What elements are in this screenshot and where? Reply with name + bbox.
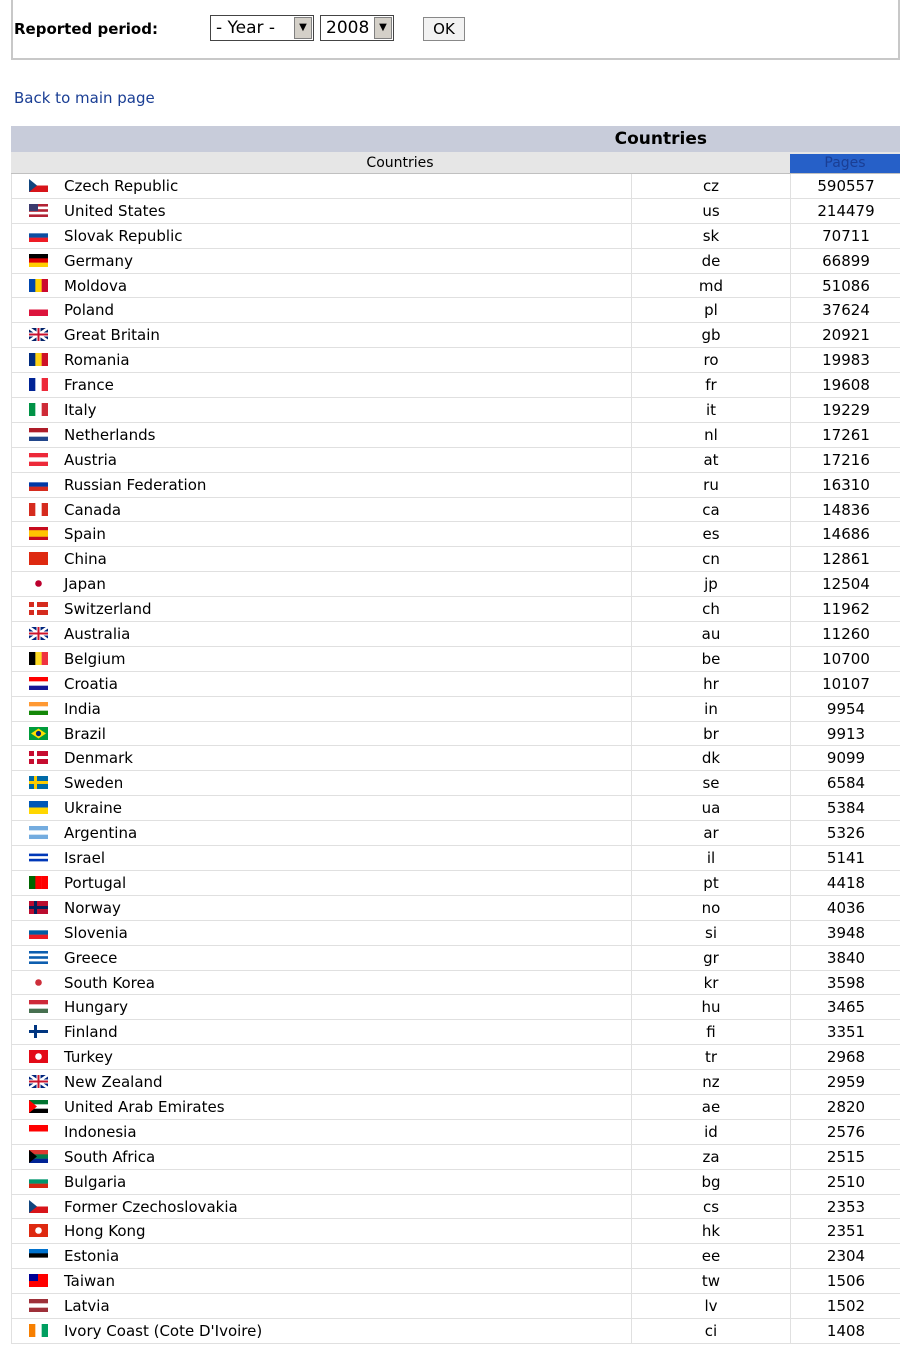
table-row [11,1145,900,1170]
slovenia-flag-icon [29,926,48,939]
header-countries[interactable]: Countries [366,155,434,171]
taiwan-flag-icon [29,1274,48,1287]
country-code: ro [703,351,719,370]
country-name: Germany [64,251,133,270]
back-to-main-link[interactable]: Back to main page [14,89,155,107]
pages-count: 1506 [826,1272,866,1291]
country-name: Belgium [64,649,126,668]
pages-count: 2351 [826,1222,866,1241]
new-zealand-flag-icon [29,1075,48,1088]
table-row [11,547,900,572]
country-name: Estonia [64,1247,120,1266]
pages-count: 5326 [826,824,866,843]
pages-count: 11962 [822,600,870,619]
pages-count: 9954 [826,699,866,718]
table-row [11,1020,900,1045]
romania-flag-icon [29,353,48,366]
table-row [11,249,900,274]
slovak-flag-icon [29,229,48,242]
pages-count: 2515 [826,1147,866,1166]
table-row [11,1195,900,1220]
pages-count: 11260 [822,625,870,644]
pages-count: 19983 [822,351,870,370]
moldova-flag-icon [29,279,48,292]
country-code: cn [702,550,720,569]
country-code: nl [704,425,718,444]
table-row [11,995,900,1020]
uae-flag-icon [29,1100,48,1113]
pages-count: 2304 [826,1247,866,1266]
greece-flag-icon [29,951,48,964]
country-code: pt [703,873,719,892]
country-name: Turkey [64,1048,113,1067]
table-row [11,722,900,747]
south-korea-flag-icon [29,976,48,989]
country-code: ru [703,475,719,494]
table-row [11,572,900,597]
pages-count: 14686 [822,525,870,544]
bulgaria-flag-icon [29,1175,48,1188]
table-row [11,821,900,846]
country-name: China [64,550,107,569]
country-code: ae [701,1097,721,1116]
table-row [11,771,900,796]
country-code: se [702,774,720,793]
table-row [11,1045,900,1070]
value-select-value: 2008 [326,18,370,38]
table-row [11,448,900,473]
netherlands-flag-icon [29,428,48,441]
country-code: ua [701,799,721,818]
table-row [11,298,900,323]
pages-count: 66899 [822,251,870,270]
croatia-flag-icon [29,677,48,690]
country-name: Switzerland [64,600,152,619]
country-name: Canada [64,500,122,519]
country-code: de [701,251,721,270]
country-name: Poland [64,301,115,320]
country-name: United States [64,201,166,220]
portugal-flag-icon [29,876,48,889]
country-name: India [64,699,101,718]
country-name: Former Czechoslovakia [64,1197,238,1216]
country-code: ee [701,1247,721,1266]
table-row [11,498,900,523]
year-select-value: - Year - [216,18,276,38]
country-code: bg [701,1172,721,1191]
chevron-down-icon[interactable]: ▼ [374,17,392,39]
south-africa-flag-icon [29,1150,48,1163]
belgium-flag-icon [29,652,48,665]
country-name: Israel [64,849,105,868]
chevron-down-icon[interactable]: ▼ [294,17,312,39]
country-code: za [702,1147,720,1166]
table-row [11,1120,900,1145]
pages-count: 2959 [826,1073,866,1092]
country-name: Indonesia [64,1122,137,1141]
country-name: Italy [64,401,97,420]
table-row [11,1269,900,1294]
table-row [11,1244,900,1269]
country-name: Netherlands [64,425,156,444]
country-name: Argentina [64,824,138,843]
country-code: md [698,276,724,295]
country-code: tw [701,1272,721,1291]
country-name: Australia [64,625,131,644]
table-row [11,796,900,821]
country-code: hr [703,674,719,693]
table-row [11,672,900,697]
country-code: at [703,450,719,469]
table-row [11,348,900,373]
country-name: Great Britain [64,326,160,345]
pages-count: 9099 [826,749,866,768]
country-name: Romania [64,351,130,370]
country-name: Czech Republic [64,177,179,195]
table-row [11,597,900,622]
pages-count: 70711 [822,226,870,245]
pages-count: 2353 [826,1197,866,1216]
country-code: it [705,401,717,420]
table-row [11,846,900,871]
table-row [11,199,900,224]
estonia-flag-icon [29,1249,48,1262]
country-name: Finland [64,1023,118,1042]
country-code: es [702,525,720,544]
china-flag-icon [29,552,48,565]
pages-count: 2820 [826,1097,866,1116]
country-name: Greece [64,948,118,967]
value-select[interactable] [320,15,394,41]
pages-count: 3840 [826,948,866,967]
brazil-flag-icon [29,727,48,740]
country-code: br [703,724,719,743]
pages-count: 3948 [826,923,866,942]
sweden-flag-icon [29,776,48,789]
country-name: Croatia [64,674,118,693]
spain-flag-icon [29,527,48,540]
country-code: be [701,649,721,668]
country-code: jp [704,575,718,594]
pages-count: 214479 [817,201,875,220]
table-row [11,896,900,921]
ok-button[interactable]: OK [423,17,465,41]
israel-flag-icon [29,851,48,864]
country-code: hu [701,998,721,1017]
country-name: Sweden [64,774,124,793]
indonesia-flag-icon [29,1125,48,1138]
table-header [11,152,900,174]
country-code: cz [702,177,720,195]
country-name: South Africa [64,1147,156,1166]
table-row [11,1319,900,1344]
country-code: sk [702,226,720,245]
country-code: ch [702,600,720,619]
pages-count: 12504 [822,575,870,594]
country-name: Spain [64,525,106,544]
table-row [11,522,900,547]
pages-count: 3351 [826,1023,866,1042]
table-row [11,946,900,971]
country-name: Taiwan [64,1272,116,1291]
pages-count: 14836 [822,500,870,519]
uk-flag-icon [29,328,48,341]
country-name: Norway [64,898,121,917]
pages-count: 3598 [826,973,866,992]
pages-count: 10107 [822,674,870,693]
pages-count: 4036 [826,898,866,917]
country-name: Russian Federation [64,475,207,494]
pages-count: 10700 [822,649,870,668]
country-name: Bulgaria [64,1172,127,1191]
country-code: pl [704,301,718,320]
denmark-flag-icon [29,751,48,764]
country-code: au [701,625,721,644]
russia-flag-icon [29,478,48,491]
table-row [11,373,900,398]
country-name: United Arab Emirates [64,1097,225,1116]
japan-flag-icon [29,577,48,590]
table-row [11,971,900,996]
pages-count: 4418 [826,873,866,892]
pages-count: 5141 [826,849,866,868]
france-flag-icon [29,378,48,391]
country-code: gr [703,948,719,967]
country-code: nz [702,1073,720,1092]
pages-count: 19608 [822,376,870,395]
country-code: ci [704,1321,718,1340]
ukraine-flag-icon [29,801,48,814]
country-code: dk [701,749,721,768]
country-code: us [702,201,720,220]
country-name: Ukraine [64,799,122,818]
pages-count: 12861 [822,550,870,569]
pages-count: 51086 [822,276,870,295]
table-row [11,921,900,946]
country-name: Slovenia [64,923,128,942]
turkey-flag-icon [29,1050,48,1063]
country-code: lv [704,1297,718,1316]
country-code: fi [706,1023,716,1042]
country-code: no [701,898,721,917]
hungary-flag-icon [29,1000,48,1013]
table-title: Countries [11,126,900,152]
table-row [11,224,900,249]
pages-count: 2968 [826,1048,866,1067]
country-code: ca [702,500,720,519]
table-row [11,647,900,672]
country-name: Hungary [64,998,129,1017]
norway-flag-icon [29,901,48,914]
table-row [11,274,900,299]
table-row [11,697,900,722]
poland-flag-icon [29,303,48,316]
country-name: Latvia [64,1297,110,1316]
table-row [11,1070,900,1095]
country-name: Slovak Republic [64,226,183,245]
table-body [11,174,900,1344]
country-code: fr [705,376,717,395]
austria-flag-icon [29,453,48,466]
table-row [11,1219,900,1244]
table-row [11,746,900,771]
pages-count: 590557 [817,177,875,195]
germany-flag-icon [29,254,48,267]
finland-flag-icon [29,1025,48,1038]
pages-count: 1408 [826,1321,866,1340]
country-code: ar [703,824,719,843]
country-code: tr [704,1048,718,1067]
header-pages[interactable]: Pages [790,154,900,173]
table-row [11,871,900,896]
us-flag-icon [29,204,48,217]
table-row [11,473,900,498]
italy-flag-icon [29,403,48,416]
table-row [11,1170,900,1195]
ivory-coast-flag-icon [29,1324,48,1337]
switzerland-flag-icon [29,602,48,615]
country-code: si [705,923,717,942]
country-name: Ivory Coast (Cote D'Ivoire) [64,1321,263,1340]
pages-count: 6584 [826,774,866,793]
pages-count: 20921 [822,326,870,345]
country-name: Japan [64,575,106,594]
canada-flag-icon [29,503,48,516]
country-name: France [64,376,114,395]
country-code: id [704,1122,718,1141]
pages-count: 5384 [826,799,866,818]
table-row [11,323,900,348]
country-code: il [706,849,716,868]
latvia-flag-icon [29,1299,48,1312]
table-row [11,398,900,423]
pages-count: 16310 [822,475,870,494]
pages-count: 2576 [826,1122,866,1141]
table-row [11,174,900,199]
country-name: New Zealand [64,1073,163,1092]
pages-count: 17216 [822,450,870,469]
country-code: hk [701,1222,721,1241]
pages-count: 3465 [826,998,866,1017]
pages-count: 1502 [826,1297,866,1316]
table-row [11,622,900,647]
pages-count: 17261 [822,425,870,444]
country-name: Hong Kong [64,1222,146,1241]
country-name: Moldova [64,276,128,295]
period-label: Reported period: [14,20,158,38]
pages-count: 9913 [826,724,866,743]
argentina-flag-icon [29,826,48,839]
table-row [11,423,900,448]
country-name: Denmark [64,749,133,768]
year-select[interactable] [210,15,314,41]
hong-kong-flag-icon [29,1224,48,1237]
country-name: Brazil [64,724,106,743]
country-name: South Korea [64,973,155,992]
country-code: in [704,699,718,718]
pages-count: 37624 [822,301,870,320]
countries-table [11,126,900,1344]
country-code: cs [702,1197,720,1216]
india-flag-icon [29,702,48,715]
country-code: gb [701,326,721,345]
table-row [11,1095,900,1120]
country-name: Austria [64,450,117,469]
australia-flag-icon [29,627,48,640]
country-code: kr [703,973,719,992]
country-name: Portugal [64,873,127,892]
pages-count: 2510 [826,1172,866,1191]
czechoslovakia-flag-icon [29,1200,48,1213]
czech-flag-icon [29,179,48,192]
table-row [11,1294,900,1319]
pages-count: 19229 [822,401,870,420]
